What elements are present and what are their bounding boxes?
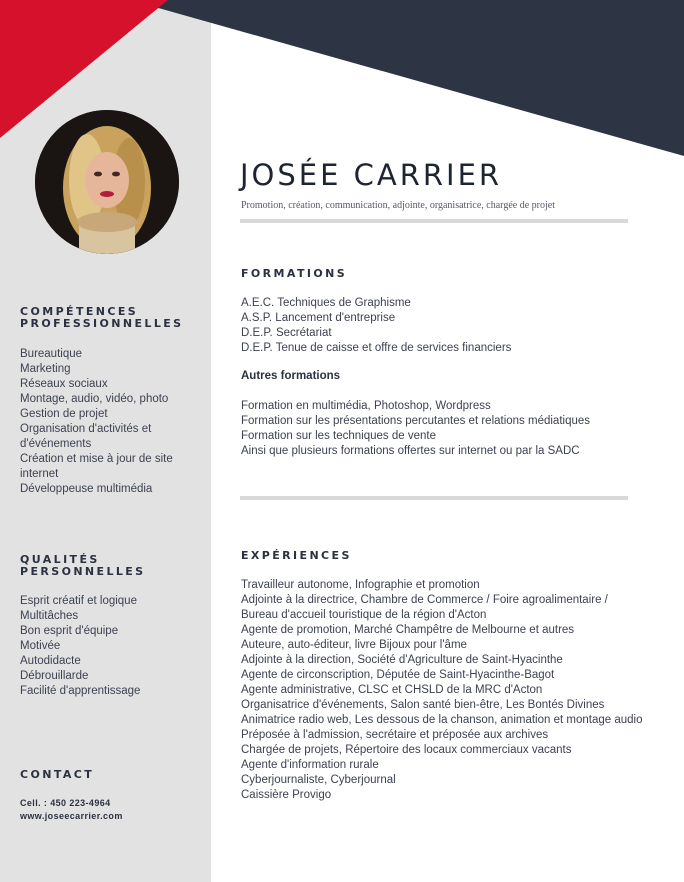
list-item: Préposée à l'admission, secrétaire et préposée aux archives — [241, 729, 549, 741]
list-item: Création et mise à jour de site — [20, 453, 173, 465]
list-item: Bureautique — [20, 348, 83, 360]
list-item: Facilité d'apprentissage — [20, 685, 141, 697]
qualites-title-line2: PERSONNELLES — [20, 565, 146, 578]
list-item: Gestion de projet — [20, 408, 108, 420]
qualites-list — [20, 594, 200, 699]
qualites-title — [20, 554, 146, 578]
list-item: Formation sur les présentations percutantes et relations médiatiques — [241, 415, 591, 427]
list-item: Esprit créatif et logique — [20, 595, 137, 607]
portrait-illustration — [35, 110, 179, 254]
list-item: Agente de promotion, Marché Champêtre de Melbourne et autres — [241, 624, 575, 636]
list-item: Montage, audio, vidéo, photo — [20, 393, 169, 405]
qualites-title-line1: QUALITÉS — [20, 553, 100, 566]
list-item: Animatrice radio web, Les dessous de la chanson, animation et montage audio — [241, 714, 643, 726]
list-item: Bureau d'accueil touristique de la région d'Acton — [241, 609, 487, 621]
list-item: Caissière Provigo — [241, 789, 332, 801]
competences-title-line2: PROFESSIONNELLES — [20, 317, 184, 330]
competences-title — [20, 306, 184, 330]
list-item: Débrouillarde — [20, 670, 89, 682]
list-item: Autodidacte — [20, 655, 81, 667]
experiences-title: EXPÉRIENCES — [241, 549, 352, 562]
list-item: A.E.C. Techniques de Graphisme — [241, 297, 411, 309]
list-item: Multitâches — [20, 610, 79, 622]
list-item: Adjointe à la direction, Société d'Agriculture de Saint-Hyacinthe — [241, 654, 563, 666]
experiences-list — [241, 578, 661, 803]
list-item: Réseaux sociaux — [20, 378, 108, 390]
competences-title-line1: COMPÉTENCES — [20, 305, 139, 318]
list-item: Motivée — [20, 640, 61, 652]
list-item: Cyberjournaliste, Cyberjournal — [241, 774, 396, 786]
candidate-subtitle: Promotion, création, communication, adjointe, organisatrice, chargée de projet — [241, 200, 555, 211]
list-item: D.E.P. Tenue de caisse et offre de services financiers — [241, 342, 512, 354]
list-item: Organisatrice d'événements, Salon santé bien-être, Les Bontés Divines — [241, 699, 605, 711]
list-item: Bon esprit d'équipe — [20, 625, 119, 637]
list-item: Travailleur autonome, Infographie et promotion — [241, 579, 480, 591]
list-item: d'événements — [20, 438, 92, 450]
list-item: D.E.P. Secrétariat — [241, 327, 332, 339]
list-item: Adjointe à la directrice, Chambre de Commerce / Foire agroalimentaire / — [241, 594, 608, 606]
section-divider — [240, 496, 628, 500]
list-item: internet — [20, 468, 59, 480]
list-item: Ainsi que plusieurs formations offertes sur internet ou par la SADC — [241, 445, 580, 457]
list-item: Formation sur les techniques de vente — [241, 430, 436, 442]
list-item: Organisation d'activités et — [20, 423, 152, 435]
contact-phone: Cell. : 450 223-4964 — [20, 798, 111, 808]
list-item: Agente administrative, CLSC et CHSLD de la MRC d'Acton — [241, 684, 543, 696]
list-item: Développeuse multimédia — [20, 483, 153, 495]
list-item: A.S.P. Lancement d'entreprise — [241, 312, 396, 324]
contact-website[interactable]: www.joseecarrier.com — [20, 811, 123, 821]
list-item: Agente de circonscription, Députée de Saint-Hyacinthe-Bagot — [241, 669, 555, 681]
header-divider — [240, 219, 628, 223]
list-item: Agente d'information rurale — [241, 759, 379, 771]
autres-formations-title: Autres formations — [241, 370, 341, 382]
formations-title: FORMATIONS — [241, 267, 348, 280]
formations-list — [241, 296, 661, 356]
list-item: Marketing — [20, 363, 71, 375]
autres-formations-list — [241, 399, 661, 459]
candidate-name: JOSÉE CARRIER — [240, 158, 503, 192]
profile-photo — [35, 110, 179, 254]
list-item: Formation en multimédia, Photoshop, Wordpress — [241, 400, 491, 412]
competences-list — [20, 347, 200, 497]
list-item: Chargée de projets, Répertoire des locaux commerciaux vacants — [241, 744, 572, 756]
list-item: Auteure, auto-éditeur, livre Bijoux pour l'âme — [241, 639, 467, 651]
navy-diagonal-band — [130, 0, 684, 156]
contact-title: CONTACT — [20, 768, 95, 781]
